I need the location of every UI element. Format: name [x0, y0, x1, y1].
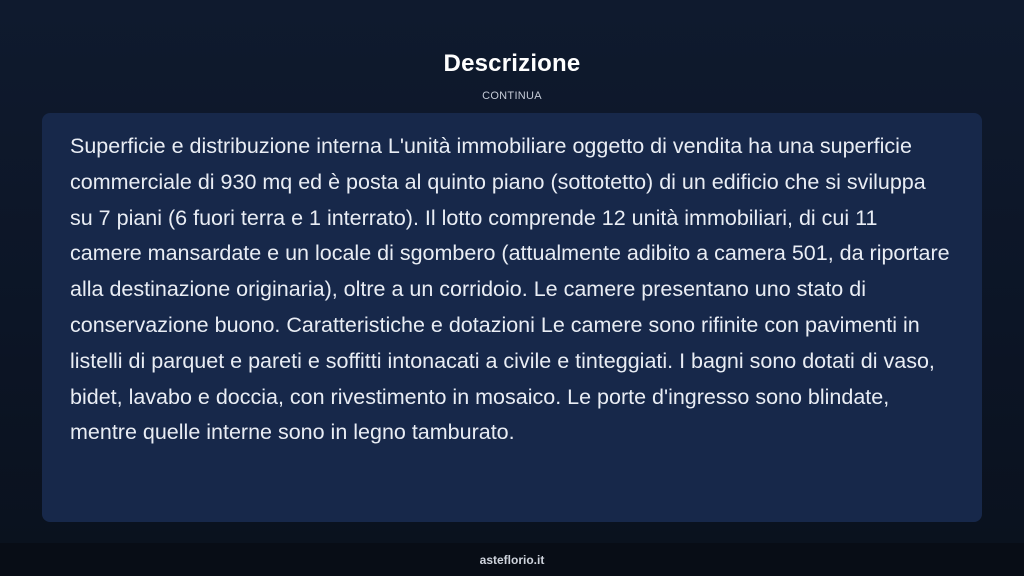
footer-site-label: asteflorio.it: [479, 553, 545, 567]
page-title: Descrizione: [443, 50, 581, 77]
footer-bar: [0, 543, 1024, 576]
description-text: Superficie e distribuzione interna L'unità immobiliare oggetto di vendita ha una superficie commerciale di 930 mq ed è posta al quinto piano (sottotetto) di un edificio che si sviluppa su 7 piani (6 fuori terra e 1 interrato). Il lotto comprende 12 unità immobiliari, di cui 11 camere mansardate e un locale di sgombero (attualmente adibito a camera 501, da riportare alla destinazione originaria), oltre a un corridoio. Le camere presentano uno stato di conservazione buono. Caratteristiche e dotazioni Le camere sono rifinite con pavimenti in listelli di parquet e pareti e soffitti intonacati a civile e tinteggiati. I bagni sono dotati di vaso, bidet, lavabo e doccia, con rivestimento in mosaico. Le porte d'ingresso sono blindate, mentre quelle interne sono in legno tamburato.: [70, 134, 950, 445]
description-card: [42, 113, 982, 522]
page-subtitle: CONTINUA: [482, 90, 542, 102]
